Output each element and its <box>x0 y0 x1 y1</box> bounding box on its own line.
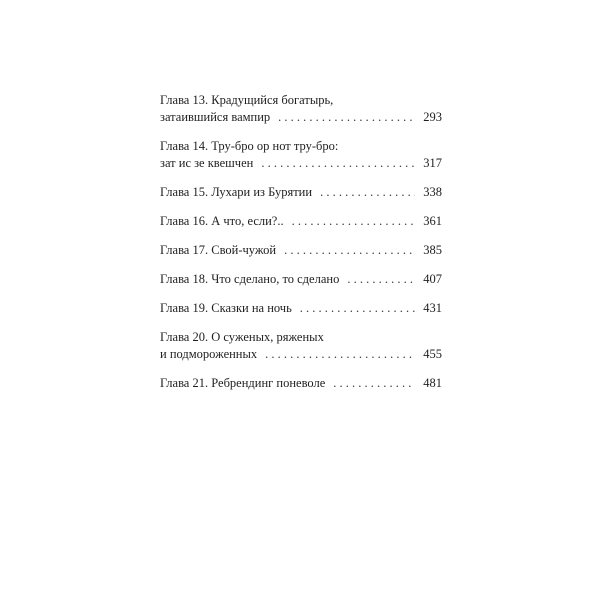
toc-entry-title: Глава 15. Лухари из Бурятии <box>160 185 313 199</box>
toc-entry-leader-line <box>160 242 442 259</box>
table-of-contents <box>160 92 442 404</box>
dot-leader <box>300 300 415 317</box>
toc-entry-page-number: 361 <box>423 214 442 228</box>
toc-entry-leader-line <box>160 271 442 288</box>
toc-entry-title: Глава 18. Что сделано, то сделано <box>160 272 340 286</box>
toc-entry-chapter-17 <box>160 242 442 259</box>
toc-entry-page-number: 407 <box>423 272 442 286</box>
dot-leader <box>278 109 415 126</box>
toc-entry-title-line-1: Глава 13. Крадущийся богатырь, <box>160 93 334 107</box>
toc-entry-chapter-14 <box>160 138 442 172</box>
toc-entry-title: Глава 16. А что, если?.. <box>160 214 284 228</box>
toc-entry-leader-line <box>160 346 442 363</box>
toc-entry-leader-line <box>160 300 442 317</box>
toc-entry-title-line-2: зат ис зе квешчен <box>160 156 254 170</box>
toc-entry-page-number: 385 <box>423 243 442 257</box>
toc-entry-chapter-19 <box>160 300 442 317</box>
toc-entry-page-number: 481 <box>423 376 442 390</box>
toc-entry-page-number: 455 <box>423 347 442 361</box>
toc-entry-title: Глава 21. Ребрендинг поневоле <box>160 376 326 390</box>
toc-entry-page-number: 338 <box>423 185 442 199</box>
toc-entry-leader-line <box>160 184 442 201</box>
dot-leader <box>333 375 415 392</box>
toc-entry-title: Глава 19. Сказки на ночь <box>160 301 292 315</box>
toc-entry-title-line-2: затаившийся вампир <box>160 110 271 124</box>
toc-entry-leader-line <box>160 155 442 172</box>
dot-leader <box>292 213 416 230</box>
dot-leader <box>265 346 415 363</box>
toc-entry-chapter-16 <box>160 213 442 230</box>
toc-entry-chapter-13 <box>160 92 442 126</box>
toc-entry-chapter-21 <box>160 375 442 392</box>
toc-entry-leader-line <box>160 213 442 230</box>
toc-entry-chapter-18 <box>160 271 442 288</box>
toc-entry-chapter-15 <box>160 184 442 201</box>
toc-entry-title-line-1: Глава 14. Тру-бро ор нот тру-бро: <box>160 139 339 153</box>
dot-leader <box>284 242 415 259</box>
toc-entry-chapter-20 <box>160 329 442 363</box>
toc-entry-leader-line <box>160 375 442 392</box>
dot-leader <box>320 184 415 201</box>
toc-entry-page-number: 431 <box>423 301 442 315</box>
toc-entry-page-number: 293 <box>423 110 442 124</box>
toc-entry-title-line-1: Глава 20. О суженых, ряженых <box>160 330 324 344</box>
toc-entry-leader-line <box>160 109 442 126</box>
toc-entry-title: Глава 17. Свой-чужой <box>160 243 277 257</box>
dot-leader <box>261 155 415 172</box>
dot-leader <box>347 271 415 288</box>
toc-entry-page-number: 317 <box>423 156 442 170</box>
toc-entry-title-line-2: и подмороженных <box>160 347 258 361</box>
